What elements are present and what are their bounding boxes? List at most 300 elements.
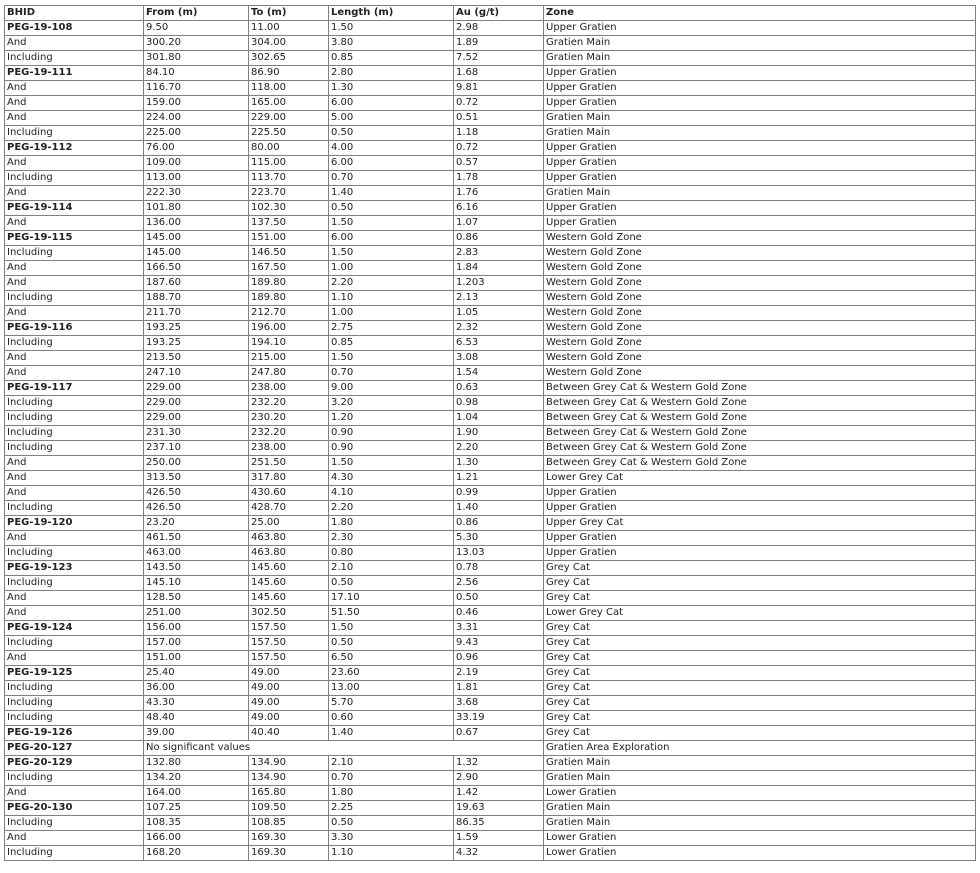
- cell-au: 5.30: [454, 531, 544, 546]
- cell-from: 143.50: [144, 561, 249, 576]
- cell-bhid: Including: [5, 636, 144, 651]
- cell-bhid: And: [5, 186, 144, 201]
- cell-zone: Upper Gratien: [544, 96, 976, 111]
- table-row: [5, 786, 976, 801]
- cell-bhid: And: [5, 531, 144, 546]
- cell-au: 1.40: [454, 501, 544, 516]
- table-row: [5, 96, 976, 111]
- cell-au: 1.07: [454, 216, 544, 231]
- cell-from: 132.80: [144, 756, 249, 771]
- cell-bhid: Including: [5, 396, 144, 411]
- cell-to: 40.40: [249, 726, 329, 741]
- header-row: [5, 6, 976, 21]
- cell-length: 1.50: [329, 21, 454, 36]
- cell-bhid: Including: [5, 501, 144, 516]
- cell-length: 2.10: [329, 756, 454, 771]
- cell-zone: Gratien Main: [544, 186, 976, 201]
- table-row: [5, 666, 976, 681]
- cell-au: 2.98: [454, 21, 544, 36]
- cell-to: 11.00: [249, 21, 329, 36]
- table-row: [5, 681, 976, 696]
- cell-au: 7.52: [454, 51, 544, 66]
- cell-bhid: Including: [5, 846, 144, 861]
- cell-to: 49.00: [249, 666, 329, 681]
- cell-zone: Lower Grey Cat: [544, 471, 976, 486]
- cell-note: No significant values: [144, 741, 544, 756]
- cell-length: 0.50: [329, 576, 454, 591]
- cell-bhid: Including: [5, 576, 144, 591]
- cell-zone: Lower Grey Cat: [544, 606, 976, 621]
- cell-au: 1.54: [454, 366, 544, 381]
- cell-bhid: And: [5, 366, 144, 381]
- cell-au: 1.04: [454, 411, 544, 426]
- cell-length: 13.00: [329, 681, 454, 696]
- table-body: [5, 21, 976, 861]
- cell-to: 165.00: [249, 96, 329, 111]
- table-row: [5, 141, 976, 156]
- table-row: [5, 66, 976, 81]
- cell-to: 102.30: [249, 201, 329, 216]
- cell-from: 76.00: [144, 141, 249, 156]
- cell-length: 4.30: [329, 471, 454, 486]
- cell-au: 0.86: [454, 231, 544, 246]
- table-row: [5, 801, 976, 816]
- cell-zone: Grey Cat: [544, 666, 976, 681]
- cell-bhid: Including: [5, 291, 144, 306]
- cell-au: 0.98: [454, 396, 544, 411]
- cell-au: 9.81: [454, 81, 544, 96]
- cell-zone: Grey Cat: [544, 651, 976, 666]
- cell-to: 196.00: [249, 321, 329, 336]
- cell-to: 238.00: [249, 441, 329, 456]
- cell-from: 113.00: [144, 171, 249, 186]
- cell-zone: Grey Cat: [544, 681, 976, 696]
- cell-zone: Grey Cat: [544, 621, 976, 636]
- cell-length: 0.50: [329, 816, 454, 831]
- cell-length: 1.00: [329, 306, 454, 321]
- cell-length: 2.10: [329, 561, 454, 576]
- cell-au: 2.19: [454, 666, 544, 681]
- table-row: [5, 216, 976, 231]
- cell-to: 118.00: [249, 81, 329, 96]
- cell-au: 1.42: [454, 786, 544, 801]
- cell-to: 430.60: [249, 486, 329, 501]
- cell-bhid: Including: [5, 336, 144, 351]
- cell-bhid: PEG-20-130: [5, 801, 144, 816]
- cell-length: 4.10: [329, 486, 454, 501]
- cell-from: 250.00: [144, 456, 249, 471]
- cell-to: 165.80: [249, 786, 329, 801]
- cell-length: 6.00: [329, 96, 454, 111]
- cell-length: 5.00: [329, 111, 454, 126]
- cell-zone: Western Gold Zone: [544, 261, 976, 276]
- cell-au: 2.13: [454, 291, 544, 306]
- cell-bhid: And: [5, 471, 144, 486]
- table-row: [5, 381, 976, 396]
- cell-bhid: And: [5, 456, 144, 471]
- table-header: [5, 6, 976, 21]
- cell-from: 426.50: [144, 501, 249, 516]
- cell-zone: Between Grey Cat & Western Gold Zone: [544, 426, 976, 441]
- cell-from: 109.00: [144, 156, 249, 171]
- cell-to: 232.20: [249, 426, 329, 441]
- cell-from: 229.00: [144, 396, 249, 411]
- cell-from: 36.00: [144, 681, 249, 696]
- cell-bhid: And: [5, 156, 144, 171]
- cell-bhid: Including: [5, 411, 144, 426]
- header-length: Length (m): [329, 6, 454, 21]
- cell-zone: Upper Gratien: [544, 501, 976, 516]
- table-row: [5, 351, 976, 366]
- cell-length: 3.30: [329, 831, 454, 846]
- cell-bhid: PEG-20-129: [5, 756, 144, 771]
- cell-length: 2.75: [329, 321, 454, 336]
- cell-to: 113.70: [249, 171, 329, 186]
- cell-bhid: Including: [5, 546, 144, 561]
- cell-au: 1.84: [454, 261, 544, 276]
- cell-from: 222.30: [144, 186, 249, 201]
- cell-bhid: Including: [5, 171, 144, 186]
- cell-zone: Grey Cat: [544, 696, 976, 711]
- cell-bhid: And: [5, 96, 144, 111]
- cell-bhid: PEG-19-114: [5, 201, 144, 216]
- cell-from: 301.80: [144, 51, 249, 66]
- cell-zone: Upper Gratien: [544, 201, 976, 216]
- cell-from: 193.25: [144, 321, 249, 336]
- cell-to: 194.10: [249, 336, 329, 351]
- cell-bhid: PEG-19-126: [5, 726, 144, 741]
- cell-length: 3.80: [329, 36, 454, 51]
- cell-zone: Upper Gratien: [544, 66, 976, 81]
- cell-bhid: And: [5, 111, 144, 126]
- cell-from: 39.00: [144, 726, 249, 741]
- cell-bhid: PEG-19-108: [5, 21, 144, 36]
- cell-to: 463.80: [249, 546, 329, 561]
- cell-to: 151.00: [249, 231, 329, 246]
- cell-length: 0.70: [329, 171, 454, 186]
- cell-length: 1.50: [329, 246, 454, 261]
- table-row: [5, 291, 976, 306]
- cell-au: 2.83: [454, 246, 544, 261]
- table-row: [5, 651, 976, 666]
- table-row: [5, 186, 976, 201]
- cell-bhid: Including: [5, 426, 144, 441]
- cell-length: 6.00: [329, 231, 454, 246]
- cell-bhid: And: [5, 216, 144, 231]
- cell-bhid: Including: [5, 771, 144, 786]
- cell-length: 23.60: [329, 666, 454, 681]
- cell-bhid: Including: [5, 246, 144, 261]
- cell-au: 1.32: [454, 756, 544, 771]
- cell-zone: Lower Gratien: [544, 786, 976, 801]
- cell-length: 1.50: [329, 621, 454, 636]
- table-row: [5, 201, 976, 216]
- cell-au: 1.18: [454, 126, 544, 141]
- cell-au: 0.67: [454, 726, 544, 741]
- cell-from: 213.50: [144, 351, 249, 366]
- cell-zone: Western Gold Zone: [544, 336, 976, 351]
- cell-from: 426.50: [144, 486, 249, 501]
- table-row: [5, 261, 976, 276]
- cell-zone: Upper Gratien: [544, 81, 976, 96]
- drill-results-table: [4, 5, 976, 861]
- cell-to: 157.50: [249, 651, 329, 666]
- cell-from: 23.20: [144, 516, 249, 531]
- table-row: [5, 366, 976, 381]
- cell-from: 225.00: [144, 126, 249, 141]
- cell-to: 212.70: [249, 306, 329, 321]
- cell-au: 0.50: [454, 591, 544, 606]
- cell-from: 101.80: [144, 201, 249, 216]
- table-row: [5, 636, 976, 651]
- cell-zone: Western Gold Zone: [544, 306, 976, 321]
- cell-zone: Gratien Main: [544, 771, 976, 786]
- cell-zone: Upper Gratien: [544, 21, 976, 36]
- cell-length: 2.30: [329, 531, 454, 546]
- table-row: [5, 576, 976, 591]
- cell-from: 463.00: [144, 546, 249, 561]
- table-row: [5, 501, 976, 516]
- table-row: [5, 36, 976, 51]
- cell-au: 4.32: [454, 846, 544, 861]
- cell-au: 1.05: [454, 306, 544, 321]
- cell-au: 0.57: [454, 156, 544, 171]
- table-row: [5, 531, 976, 546]
- table-row: [5, 621, 976, 636]
- cell-to: 145.60: [249, 591, 329, 606]
- cell-from: 166.50: [144, 261, 249, 276]
- cell-bhid: And: [5, 261, 144, 276]
- cell-zone: Upper Gratien: [544, 486, 976, 501]
- cell-au: 13.03: [454, 546, 544, 561]
- cell-bhid: PEG-19-123: [5, 561, 144, 576]
- cell-zone: Upper Gratien: [544, 531, 976, 546]
- cell-zone: Western Gold Zone: [544, 231, 976, 246]
- cell-length: 1.80: [329, 786, 454, 801]
- table-row: [5, 546, 976, 561]
- cell-length: 2.25: [329, 801, 454, 816]
- cell-from: 145.00: [144, 231, 249, 246]
- cell-length: 1.10: [329, 291, 454, 306]
- cell-to: 223.70: [249, 186, 329, 201]
- cell-zone: Western Gold Zone: [544, 291, 976, 306]
- cell-from: 168.20: [144, 846, 249, 861]
- cell-from: 9.50: [144, 21, 249, 36]
- cell-au: 1.89: [454, 36, 544, 51]
- cell-to: 238.00: [249, 381, 329, 396]
- cell-length: 1.40: [329, 186, 454, 201]
- cell-length: 0.85: [329, 51, 454, 66]
- table-row: [5, 111, 976, 126]
- cell-to: 146.50: [249, 246, 329, 261]
- cell-zone: Grey Cat: [544, 561, 976, 576]
- cell-zone: Between Grey Cat & Western Gold Zone: [544, 441, 976, 456]
- cell-zone: Gratien Main: [544, 111, 976, 126]
- cell-length: 2.20: [329, 276, 454, 291]
- cell-to: 86.90: [249, 66, 329, 81]
- cell-au: 3.68: [454, 696, 544, 711]
- cell-zone: Gratien Area Exploration: [544, 741, 976, 756]
- cell-to: 317.80: [249, 471, 329, 486]
- cell-bhid: And: [5, 306, 144, 321]
- cell-from: 43.30: [144, 696, 249, 711]
- cell-au: 1.81: [454, 681, 544, 696]
- cell-length: 17.10: [329, 591, 454, 606]
- cell-au: 1.203: [454, 276, 544, 291]
- results-table-container: [4, 5, 976, 861]
- cell-zone: Western Gold Zone: [544, 366, 976, 381]
- cell-from: 107.25: [144, 801, 249, 816]
- cell-zone: Upper Gratien: [544, 141, 976, 156]
- cell-au: 0.96: [454, 651, 544, 666]
- cell-zone: Western Gold Zone: [544, 246, 976, 261]
- cell-to: 134.90: [249, 756, 329, 771]
- cell-bhid: PEG-19-117: [5, 381, 144, 396]
- table-row: [5, 486, 976, 501]
- table-row: [5, 51, 976, 66]
- table-row: [5, 171, 976, 186]
- cell-zone: Grey Cat: [544, 636, 976, 651]
- cell-length: 0.70: [329, 366, 454, 381]
- cell-zone: Upper Gratien: [544, 156, 976, 171]
- table-row: [5, 516, 976, 531]
- header-zone: Zone: [544, 6, 976, 21]
- cell-bhid: PEG-19-112: [5, 141, 144, 156]
- cell-length: 2.80: [329, 66, 454, 81]
- cell-to: 167.50: [249, 261, 329, 276]
- cell-au: 0.72: [454, 141, 544, 156]
- cell-zone: Grey Cat: [544, 576, 976, 591]
- cell-bhid: And: [5, 351, 144, 366]
- cell-length: 2.20: [329, 501, 454, 516]
- cell-from: 231.30: [144, 426, 249, 441]
- cell-from: 229.00: [144, 411, 249, 426]
- cell-zone: Western Gold Zone: [544, 276, 976, 291]
- cell-zone: Gratien Main: [544, 36, 976, 51]
- cell-au: 2.90: [454, 771, 544, 786]
- table-row: [5, 711, 976, 726]
- cell-zone: Between Grey Cat & Western Gold Zone: [544, 411, 976, 426]
- cell-au: 0.51: [454, 111, 544, 126]
- cell-from: 151.00: [144, 651, 249, 666]
- cell-length: 0.80: [329, 546, 454, 561]
- cell-to: 137.50: [249, 216, 329, 231]
- cell-from: 48.40: [144, 711, 249, 726]
- cell-bhid: And: [5, 591, 144, 606]
- cell-au: 86.35: [454, 816, 544, 831]
- cell-length: 0.60: [329, 711, 454, 726]
- cell-au: 6.53: [454, 336, 544, 351]
- cell-length: 0.85: [329, 336, 454, 351]
- cell-bhid: PEG-19-125: [5, 666, 144, 681]
- cell-from: 166.00: [144, 831, 249, 846]
- cell-au: 3.31: [454, 621, 544, 636]
- cell-to: 189.80: [249, 276, 329, 291]
- cell-zone: Gratien Main: [544, 801, 976, 816]
- cell-to: 428.70: [249, 501, 329, 516]
- cell-bhid: And: [5, 786, 144, 801]
- cell-from: 84.10: [144, 66, 249, 81]
- cell-length: 1.20: [329, 411, 454, 426]
- cell-au: 2.20: [454, 441, 544, 456]
- cell-from: 211.70: [144, 306, 249, 321]
- cell-from: 116.70: [144, 81, 249, 96]
- table-row: [5, 321, 976, 336]
- cell-zone: Lower Gratien: [544, 846, 976, 861]
- cell-zone: Grey Cat: [544, 711, 976, 726]
- cell-to: 145.60: [249, 561, 329, 576]
- cell-to: 225.50: [249, 126, 329, 141]
- cell-bhid: Including: [5, 711, 144, 726]
- cell-from: 193.25: [144, 336, 249, 351]
- cell-length: 51.50: [329, 606, 454, 621]
- table-row: [5, 561, 976, 576]
- cell-from: 108.35: [144, 816, 249, 831]
- cell-au: 0.72: [454, 96, 544, 111]
- cell-length: 0.70: [329, 771, 454, 786]
- table-row: [5, 756, 976, 771]
- cell-from: 224.00: [144, 111, 249, 126]
- cell-to: 215.00: [249, 351, 329, 366]
- cell-to: 230.20: [249, 411, 329, 426]
- table-row: [5, 771, 976, 786]
- cell-to: 80.00: [249, 141, 329, 156]
- cell-zone: Gratien Main: [544, 816, 976, 831]
- cell-length: 1.30: [329, 81, 454, 96]
- table-row: [5, 441, 976, 456]
- cell-au: 1.21: [454, 471, 544, 486]
- cell-from: 145.10: [144, 576, 249, 591]
- table-row: [5, 411, 976, 426]
- cell-au: 2.56: [454, 576, 544, 591]
- cell-zone: Gratien Main: [544, 51, 976, 66]
- cell-au: 1.68: [454, 66, 544, 81]
- cell-au: 0.63: [454, 381, 544, 396]
- cell-length: 4.00: [329, 141, 454, 156]
- table-row: [5, 81, 976, 96]
- cell-to: 49.00: [249, 711, 329, 726]
- cell-au: 1.76: [454, 186, 544, 201]
- cell-au: 33.19: [454, 711, 544, 726]
- cell-from: 164.00: [144, 786, 249, 801]
- cell-bhid: And: [5, 36, 144, 51]
- cell-to: 229.00: [249, 111, 329, 126]
- cell-to: 134.90: [249, 771, 329, 786]
- cell-to: 302.65: [249, 51, 329, 66]
- cell-to: 157.50: [249, 636, 329, 651]
- cell-to: 157.50: [249, 621, 329, 636]
- cell-length: 1.10: [329, 846, 454, 861]
- cell-to: 463.80: [249, 531, 329, 546]
- cell-bhid: PEG-19-124: [5, 621, 144, 636]
- cell-bhid: Including: [5, 816, 144, 831]
- table-row: [5, 831, 976, 846]
- cell-au: 19.63: [454, 801, 544, 816]
- cell-au: 0.78: [454, 561, 544, 576]
- cell-length: 6.50: [329, 651, 454, 666]
- cell-to: 251.50: [249, 456, 329, 471]
- cell-to: 109.50: [249, 801, 329, 816]
- cell-length: 5.70: [329, 696, 454, 711]
- table-row: [5, 741, 976, 756]
- cell-au: 1.30: [454, 456, 544, 471]
- cell-zone: Grey Cat: [544, 726, 976, 741]
- table-row: [5, 21, 976, 36]
- cell-au: 2.32: [454, 321, 544, 336]
- table-row: [5, 816, 976, 831]
- cell-to: 189.80: [249, 291, 329, 306]
- cell-length: 0.50: [329, 636, 454, 651]
